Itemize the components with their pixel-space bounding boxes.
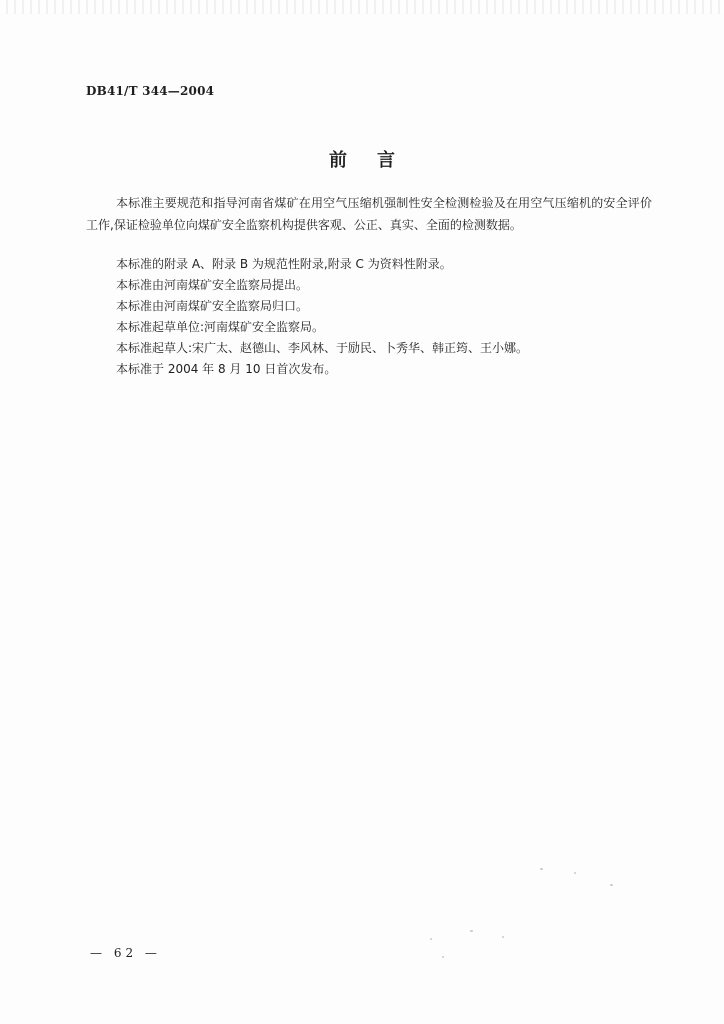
statement-centralizer: 本标准由河南煤矿安全监察局归口。	[116, 299, 309, 313]
statement-list	[86, 254, 652, 380]
page-number: — 62 —	[90, 946, 161, 960]
statement-proposer: 本标准由河南煤矿安全监察局提出。	[116, 278, 309, 292]
scan-speck	[502, 936, 504, 938]
scan-speck	[540, 868, 543, 870]
standard-code: DB41/T 344—2004	[86, 84, 215, 98]
statement-release-date: 本标准于 2004 年 8 月 10 日首次发布。	[116, 362, 337, 376]
scan-noise-edge	[0, 0, 724, 14]
statement-drafting-unit: 本标准起草单位:河南煤矿安全监察局。	[116, 320, 325, 334]
statement-drafters: 本标准起草人:宋广太、赵德山、李风林、于励民、卜秀华、韩正筠、王小娜。	[116, 341, 529, 355]
page-title: 前言	[329, 150, 425, 171]
scan-speck	[430, 938, 432, 940]
scan-speck	[574, 872, 576, 874]
statement-appendix: 本标准的附录 A、附录 B 为规范性附录,附录 C 为资料性附录。	[116, 257, 452, 271]
intro-paragraph: 本标准主要规范和指导河南省煤矿在用空气压缩机强制性安全检测检验及在用空气压缩机的安全评价工作,保证检验单位向煤矿安全监察机构提供客观、公正、真实、全面的检测数据。	[86, 196, 652, 232]
scan-speck	[610, 884, 613, 886]
scan-speck	[442, 956, 444, 958]
scan-speck	[470, 930, 473, 932]
